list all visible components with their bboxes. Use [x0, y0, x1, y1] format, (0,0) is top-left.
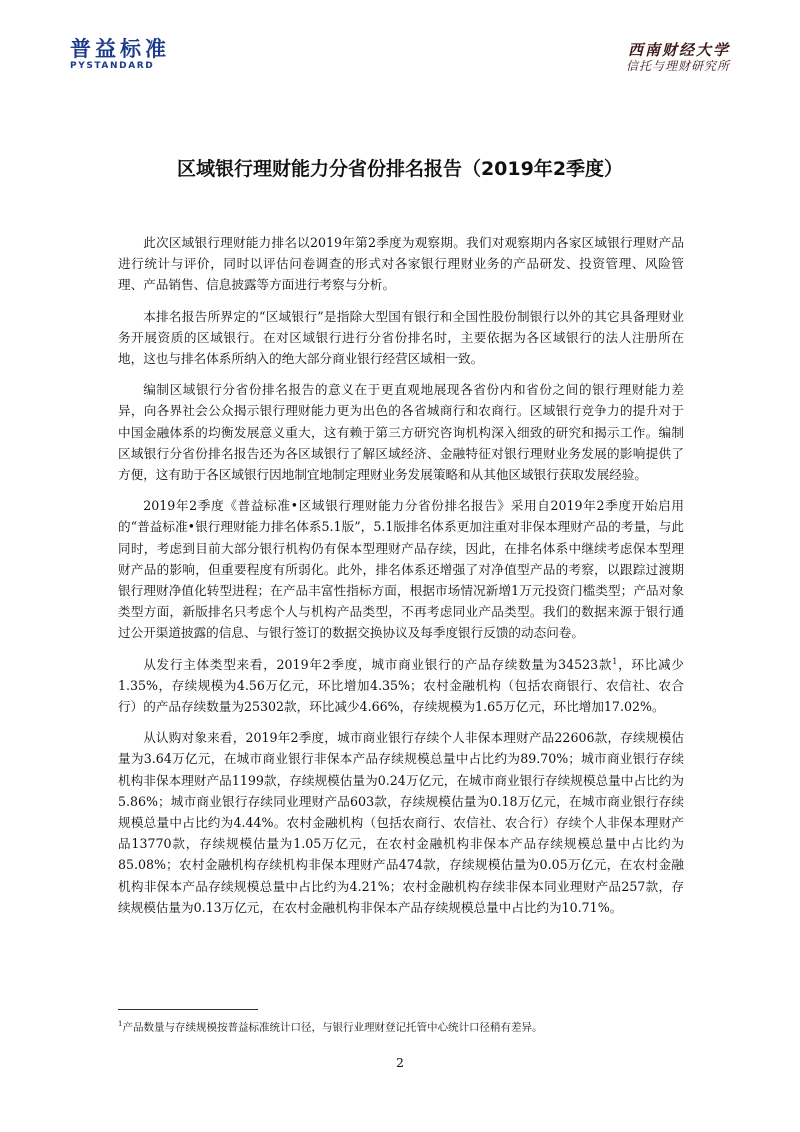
university-name: 西南财经大学 [627, 41, 730, 59]
report-title: 区域银行理财能力分省份排名报告（2019年2季度） [176, 158, 624, 180]
page-number: 2 [396, 1055, 404, 1070]
swufe-logo [626, 42, 730, 74]
paragraph-definition: 本排名报告所界定的“区域银行”是指除大型国有银行和全国性股份制银行以外的其它具备理财业务开展资质的区域银行。在对区域银行进行分省份排名时，主要依据为各区域银行的法人注册所在地，这也与排名体系所纳入的绝大部分商业银行经营区域相一致。 [118, 308, 684, 367]
report-body [118, 232, 684, 928]
logo-cn-text: 普益标准 [70, 37, 170, 61]
issuer-type-text-a: 从发行主体类型来看，2019年2季度，城市商业银行的产品存续数量为34523款 [143, 656, 613, 672]
paragraph-significance: 编制区域银行分省份排名报告的意义在于更直观地展现各省份内和省份之间的银行理财能力差异，向各界社会公众揭示银行理财能力更为出色的各省城商行和农商行。区域银行竞争力的提升对于中国金融体系的均衡发展意义重大，这有赖于第三方研究咨询机构深入细致的研究和揭示工作。编制区域银行分省份排名报告还为各区域银行了解区域经济、金融特征对银行理财业务发展的影响提供了方便，这有助于各区域银行因地制宜地制定理财业务发展策略和从其他区域银行获取发展经验。 [118, 382, 684, 483]
footnote [118, 1017, 718, 1035]
paragraph-issuer-type [118, 654, 684, 718]
paragraph-subscriber-type: 从认购对象来看，2019年2季度，城市商业银行存续个人非保本理财产品22606款，存续规模估量为3.64万亿元，在城市商业银行非保本产品存续规模总量中占比约为89.70%；城市商业银行存续机构非保本理财产品1199款，存续规模估量为0.24万亿元，在城市商业银行存续规模总量中占比约为5.86%；城市商业银行存续同业理财产品603款，存续规模估量为0.18万亿元，在城市商业银行存续规模总量中占比约为4.44%。农村金融机构（包括农商行、农信社、农合行）存续个人非保本理财产品13770款，存续规模估量为1.05万亿元，在农村金融机构非保本产品存续规模总量中占比约为85.08%；农村金融机构存续机构非保本理财产品474款，存续规模估量为0.05万亿元，在农村金融机构非保本产品存续规模总量中占比约为4.21%；农村金融机构存续非保本同业理财产品257款，存续规模估量为0.13万亿元，在农村金融机构非保本产品存续规模总量中占比约为10.71%。 [118, 730, 684, 915]
footnote-text: 产品数量与存续规模按普益标准统计口径，与银行业理财登记托管中心统计口径稍有差异。 [122, 1021, 543, 1034]
paragraph-methodology: 2019年2季度《普益标准•区域银行理财能力分省份排名报告》采用自2019年2季度开始启用的“普益标准•银行理财能力排名体系5.1版”，5.1版排名体系更加注重对非保本理财产品的考量，与此同时，考虑到目前大部分银行机构仍有保本型理财产品存续，因此，在排名体系中继续考虑保本型理财产品的影响，但重要程度有所弱化。此外，排名体系还增强了对净值型产品的考察，以跟踪过渡期银行理财净值化转型进程；在产品丰富性指标方面，根据市场情况新增1万元投资门槛类型；产品对象类型方面，新版排名只考虑个人与机构产品类型，不再考虑同业产品类型。我们的数据来源于银行通过公开渠道披露的信息、与银行签订的数据交换协议及每季度银行反馈的动态问卷。 [118, 498, 684, 641]
pystandard-logo [70, 38, 170, 72]
page-header [0, 0, 800, 80]
logo-en-text: PYSTANDARD [70, 61, 155, 71]
issuer-type-text-b: ，环比减少1.35%，存续规模为4.56万亿元，环比增加4.35%；农村金融机构（包括农商银行、农信社、农合行）的产品存续数量为25302款，环比减少4.66%，存续规模为1.65万亿元，环比增加17.02%。 [118, 656, 684, 715]
paragraph-observation-period: 此次区域银行理财能力排名以2019年第2季度为观察期。我们对观察期内各家区域银行理财产品进行统计与评价，同时以评估问卷调查的形式对各家银行理财业务的产品研发、投资管理、风险管理、产品销售、信息披露等方面进行考察与分析。 [118, 235, 684, 293]
footnote-divider [118, 1009, 258, 1010]
institute-name: 信托与理财研究所 [625, 59, 730, 73]
footnote-ref[interactable]: 1 [612, 656, 618, 666]
footnote-marker: 1 [118, 1020, 123, 1028]
